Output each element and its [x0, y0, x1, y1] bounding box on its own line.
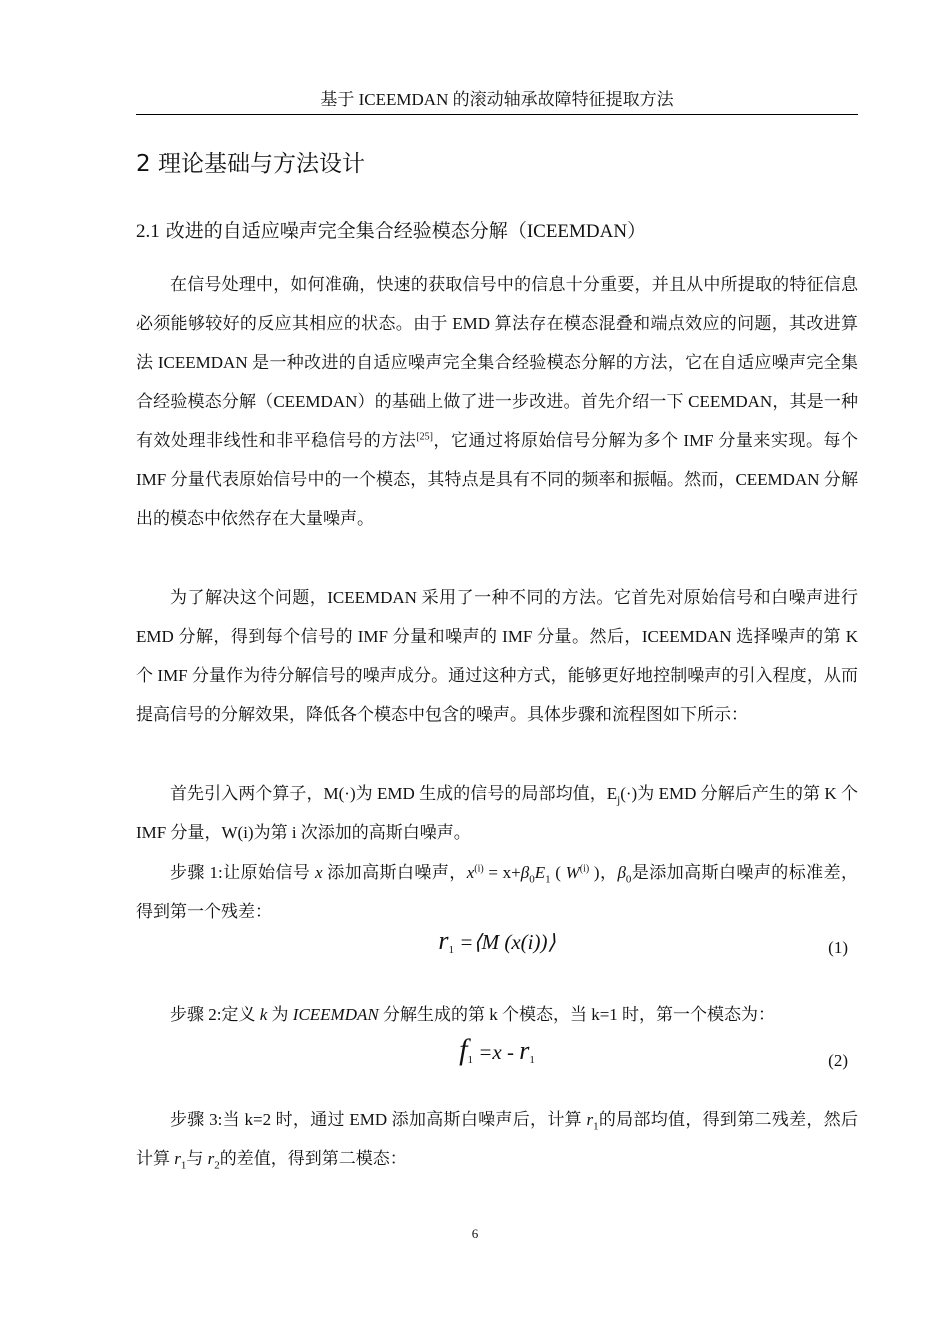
- paragraph-step-3: [136, 1100, 858, 1178]
- step-1-text-c: 是添加高斯白噪声的标准差，得到第一个残差：: [136, 863, 858, 921]
- paragraph-3-text-a: 首先引入两个算子，M(·)为 EMD 生成的信号的局部均值，E: [170, 784, 618, 803]
- step-2-text-c: 分解生成的第 k 个模态，当 k=1 时，第一个模态为：: [378, 1005, 776, 1024]
- inline-formula-beta-sub: 0: [529, 873, 535, 886]
- inline-formula-W: W: [565, 863, 580, 882]
- inline-formula-sup: (i): [474, 863, 484, 875]
- equation-2-lhs: f: [459, 1033, 468, 1066]
- inline-formula-paren-open: (: [550, 863, 566, 882]
- step-3-r1: r: [586, 1110, 594, 1129]
- chapter-title: 2 理论基础与方法设计: [136, 151, 365, 177]
- step-3-text-b: 的局部均值，得到第二残差，然后计算: [136, 1110, 858, 1168]
- section-title-cn: 改进的自适应噪声完全集合经验模态分解: [165, 220, 508, 242]
- inline-formula-W-sup: (i): [579, 863, 590, 875]
- step-1-text-a: 步骤 1:让原始信号: [170, 863, 316, 882]
- paragraph-1-text-b: ，它通过将原始信号分解为多个 IMF 分量来实现。每个 IMF 分量代表原始信号中的一个模态，其特点是具有不同的频率和振幅。然而，CEEMDAN 分解出的模态中依然存在大量噪声。: [136, 431, 859, 528]
- paragraph-step-1: [136, 853, 858, 931]
- equation-1-lhs-sub: 1: [448, 944, 454, 956]
- equation-1-number: (1): [828, 938, 848, 957]
- equation-2-lhs-sub: 1: [467, 1054, 473, 1066]
- inline-formula-E: E: [534, 863, 546, 882]
- equation-2-formula: [136, 1033, 858, 1067]
- step-1-beta: β: [617, 863, 626, 882]
- paragraph-3-text-b: (·)为 EMD 分解后产生的第 K 个 IMF 分量，W(i)为第 i 次添加的高斯白噪声。: [136, 784, 858, 842]
- paragraph-1-text-a: 在信号处理中，如何准确，快速的获取信号中的信息十分重要，并且从中所提取的特征信息必须能够较好的反应其相应的状态。由于 EMD 算法存在模态混叠和端点效应的问题，其改进算法 ICEEMDAN 是一种改进的自适应噪声完全集合经验模态分解的方法，它在自适应噪声完全集合经验模态分解（CEEMDAN）的基础上做了进一步改进。首先介绍一下 CEEMDAN，其是一种有效处理非线性和非平稳信号的方法: [136, 275, 858, 450]
- citation-ref: [25]: [416, 431, 433, 443]
- step-2-method-name: ICEEMDAN: [292, 1005, 379, 1024]
- step-3-r2: r: [207, 1149, 215, 1168]
- step-3-r2-sub: 2: [214, 1159, 220, 1172]
- step-1-text-b: 添加高斯白噪声，: [322, 863, 467, 882]
- equation-1: [136, 924, 858, 968]
- equation-1-rhs: =⟨M (x(i))⟩: [453, 930, 556, 954]
- running-header: 基于 ICEEMDAN 的滚动轴承故障特征提取方法: [320, 90, 674, 109]
- equation-2-rhs-a: =x -: [472, 1040, 520, 1064]
- inline-formula-eq: = x+: [483, 863, 521, 882]
- paragraph-2: 为了解决这个问题，ICEEMDAN 采用了一种不同的方法。它首先对原始信号和白噪声进行 EMD 分解，得到每个信号的 IMF 分量和噪声的 IMF 分量。然后，ICEEMDAN 选择噪声的第 K 个 IMF 分量作为待分解信号的噪声成分。通过这种方式，能够更好地控制噪声的引入程度，从而提高信号的分解效果，降低各个模态中包含的噪声。具体步骤和流程图如下所示：: [136, 588, 858, 724]
- equation-2-number: (2): [828, 1051, 848, 1070]
- header-rule: [136, 114, 858, 115]
- inline-formula-x: x: [466, 863, 475, 882]
- equation-2-rhs-r: r: [519, 1036, 530, 1065]
- paragraph-3-sub: j: [617, 794, 621, 807]
- step-3-r1b-sub: 1: [180, 1159, 187, 1172]
- step-3-text-c: 与: [186, 1149, 208, 1168]
- page-number: 6: [471, 1226, 479, 1241]
- paragraph-1: [136, 265, 858, 538]
- equation-1-lhs: r: [438, 926, 449, 955]
- inline-formula-beta: β: [520, 863, 530, 882]
- step-2-var-k: k: [259, 1005, 268, 1024]
- equation-2-rhs-r-sub: 1: [529, 1054, 535, 1066]
- inline-formula-paren-close: )，: [589, 863, 618, 882]
- equation-1-formula: [136, 926, 858, 956]
- section-number: 2.1: [136, 221, 160, 242]
- section-title-en: （ICEEMDAN）: [507, 221, 647, 242]
- step-3-r1-sub: 1: [593, 1120, 599, 1133]
- step-1-var-x: x: [315, 863, 323, 882]
- section-title: [136, 217, 646, 246]
- paragraph-step-2: [136, 995, 858, 1034]
- equation-2: [136, 1033, 858, 1083]
- inline-formula-E-sub: 1: [545, 873, 551, 886]
- step-3-text-a: 步骤 3:当 k=2 时，通过 EMD 添加高斯白噪声后，计算: [170, 1110, 587, 1129]
- step-3-text-d: 的差值，得到第二模态：: [219, 1149, 407, 1168]
- paragraph-3: [136, 774, 858, 852]
- step-1-beta-sub: 0: [625, 873, 632, 886]
- step-2-text-b: 为: [267, 1005, 293, 1024]
- step-2-text-a: 步骤 2:定义: [170, 1005, 260, 1024]
- step-3-r1b: r: [174, 1149, 181, 1168]
